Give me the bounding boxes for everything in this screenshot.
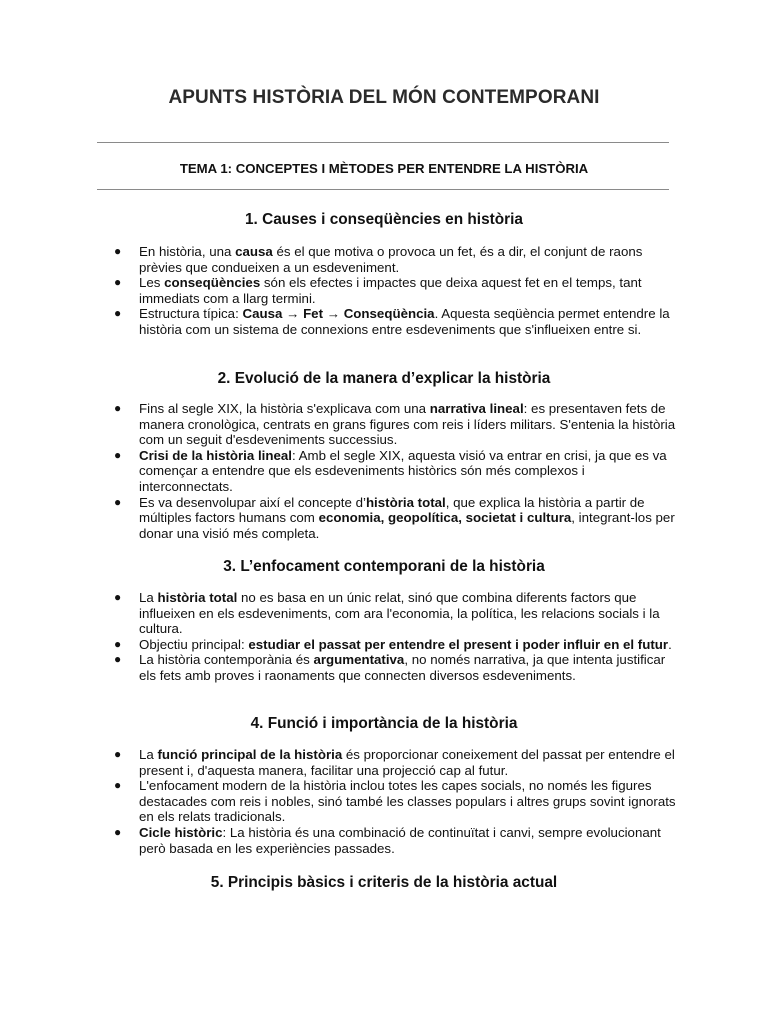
bullet-item: [112, 448, 677, 495]
bold-text: història total: [157, 590, 238, 605]
bold-text: causa: [235, 244, 273, 259]
bullet-item: [112, 778, 677, 825]
bullet-dot: ●: [114, 652, 122, 667]
divider-top: [97, 142, 669, 143]
body-text: La: [139, 747, 158, 762]
document-title: APUNTS HISTÒRIA DEL MÓN CONTEMPORANI: [168, 87, 600, 108]
body-text: , que explica la història a partir de múltiples factors humans com: [139, 494, 645, 526]
bullet-item: [112, 495, 677, 542]
bullet-item: [112, 275, 677, 306]
bullet-dot: ●: [114, 244, 122, 258]
bullet-dot: ●: [114, 590, 122, 604]
body-text: Les: [139, 275, 165, 291]
bullet-list-3: [112, 590, 677, 684]
bullet-list-1: [112, 244, 677, 338]
bullet-dot: ●: [114, 447, 122, 462]
bold-text: funció principal de la història: [157, 747, 343, 762]
body-text: és proporcionar coneixement del passat per entendre el present i, d'aquesta manera, facilitar una projecció cap al futur.: [139, 747, 675, 778]
bullet-dot: ●: [114, 747, 122, 761]
bullet-list-2: [112, 401, 677, 541]
section-heading-1: 1. Causes i conseqüències en història: [245, 211, 523, 228]
bullet-dot: ●: [114, 494, 122, 509]
divider-bottom: [97, 189, 669, 190]
bold-text: Cicle històric: [139, 824, 223, 840]
body-text: Estructura típica:: [139, 306, 243, 322]
body-text: En història, una: [139, 244, 236, 259]
body-text: Fins al segle XIX, la història s'explicava com una: [139, 401, 430, 416]
body-text: , no només narrativa, ja que intenta justificar els fets amb proves i raonaments que connecten diversos esdeveniments.: [139, 652, 666, 683]
body-text: La història contemporània és: [139, 652, 314, 668]
bullet-item: [112, 637, 677, 653]
body-text: : Amb el segle XIX, aquesta visió va entrar en crisi, ja que es va començar a entendre que els esdeveniments històrics són més complexos i interconnectats.: [139, 447, 667, 494]
bullet-dot: ●: [114, 401, 122, 415]
bullet-item: [112, 306, 677, 337]
bullet-item: [112, 747, 677, 778]
bullet-dot: ●: [114, 824, 122, 839]
bullet-dot: ●: [114, 306, 122, 321]
body-text: : La història és una combinació de continuïtat i canvi, sempre evolucionant però basada en les experiències passades.: [139, 824, 661, 856]
section-heading-2: 2. Evolució de la manera d’explicar la història: [217, 370, 551, 387]
body-text: . Aquesta seqüència permet entendre la història com un sistema de connexions entre esdeveniments que s'influeixen entre si.: [139, 306, 670, 337]
theme-title: TEMA 1: CONCEPTES I MÈTODES PER ENTENDRE LA HISTÒRIA: [179, 161, 589, 176]
bullet-item: [112, 652, 677, 683]
bullet-item: [112, 244, 677, 275]
bold-text: narrativa lineal: [429, 401, 524, 416]
body-text: Objectiu principal:: [139, 636, 249, 652]
bold-text: història total: [365, 494, 446, 510]
section-heading-3: 3. L’enfocament contemporani de la història: [223, 558, 545, 575]
body-text: La: [139, 590, 158, 605]
bold-text: Crisi de la història lineal: [139, 447, 292, 463]
body-text: , integrant-los per donar una visió més completa.: [139, 510, 675, 541]
bold-text: estudiar el passat per entendre el present i poder influir en el futur: [248, 636, 669, 652]
section-heading-4: 4. Funció i importància de la història: [250, 715, 518, 732]
body-text: .: [668, 636, 672, 652]
body-text: Es va desenvolupar així el concepte d’: [139, 494, 366, 510]
body-text: és el que motiva o provoca un fet, és a dir, el conjunt de raons prèvies que condueixen a un esdeveniment.: [139, 244, 643, 275]
section-heading-5: 5. Principis bàsics i criteris de la història actual: [210, 874, 558, 891]
bullet-item: [112, 401, 677, 448]
bullet-item: [112, 590, 677, 637]
body-text: no es basa en un únic relat, sinó que combina diferents factors que influeixen en els esdeveniments, com ara l'economia, la política, les relacions socials i la cultura.: [139, 590, 660, 637]
body-text: són els efectes i impactes que deixa aquest fet en el temps, tant immediats com a llarg termini.: [139, 275, 642, 306]
bullet-item: [112, 825, 677, 856]
bold-text: conseqüències: [164, 275, 261, 291]
bold-text: economia, geopolítica, societat i cultura: [318, 510, 572, 526]
body-text: : es presentaven fets de manera cronològica, centrats en grans figures com reis i líders militars. S'entenia la història com un seguit d'esdeveniments successius.: [139, 401, 676, 448]
bullet-list-4: [112, 747, 677, 856]
body-text: L'enfocament modern de la història inclou totes les capes socials, no només les figures destacades com reis i nobles, sinó també les classes populars i altres grups sovint ignorats en els relats tradicionals.: [139, 778, 676, 825]
bold-text: Causa → Fet → Conseqüència: [242, 306, 435, 322]
bullet-dot: ●: [114, 275, 122, 290]
bold-text: argumentativa: [313, 652, 405, 668]
bullet-dot: ●: [114, 778, 122, 793]
bullet-dot: ●: [114, 636, 122, 651]
